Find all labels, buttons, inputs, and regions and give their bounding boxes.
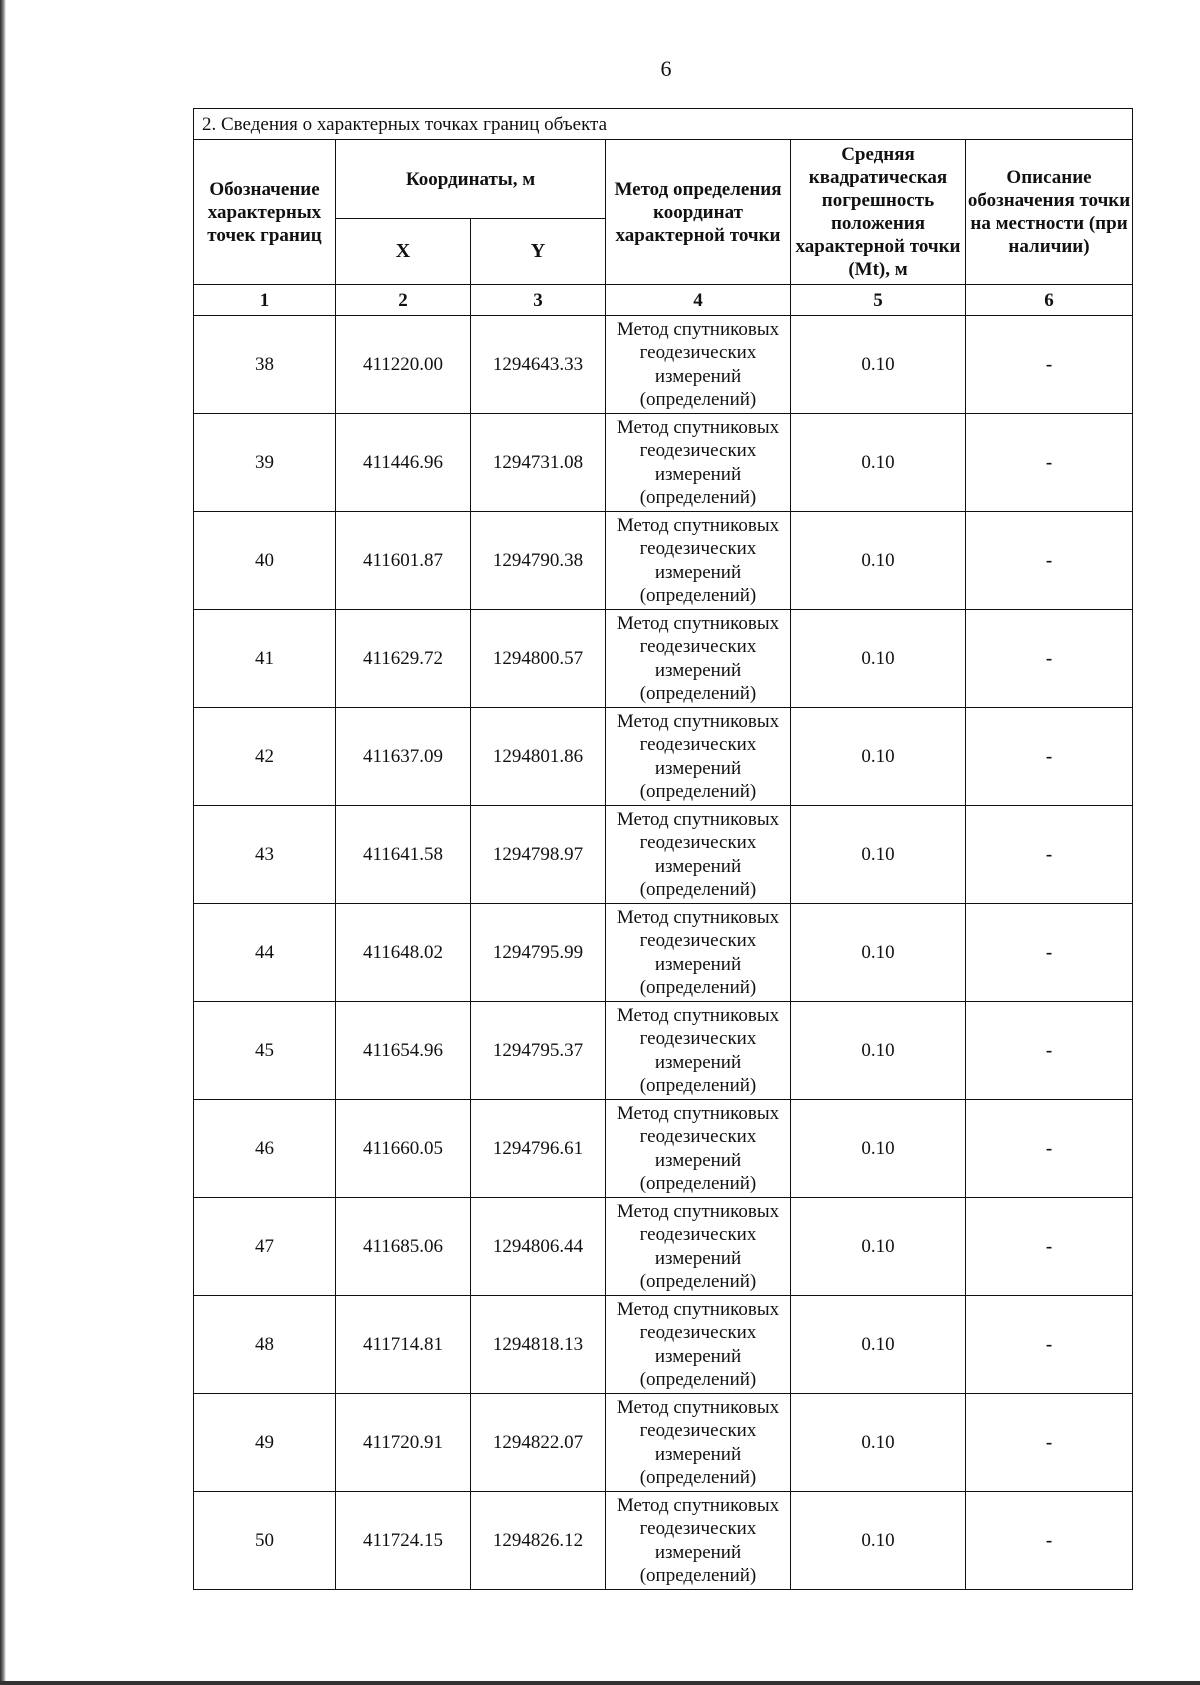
y-coordinate-cell: 1294796.61 [471,1100,606,1198]
point-cell: 40 [194,512,336,610]
x-coordinate-cell: 411714.81 [336,1296,471,1394]
method-cell: Метод спутниковых геодезических измерений (определений) [606,1002,791,1100]
point-cell: 44 [194,904,336,1002]
header-coords: Координаты, м [336,140,606,219]
method-cell: Метод спутниковых геодезических измерений (определений) [606,1394,791,1492]
x-coordinate-cell: 411637.09 [336,708,471,806]
table-row [194,610,1133,708]
boundary-points-table [193,108,1133,1590]
description-cell: - [966,904,1133,1002]
method-cell: Метод спутниковых геодезических измерений (определений) [606,610,791,708]
error-cell: 0.10 [791,1492,966,1590]
table-row [194,708,1133,806]
error-cell: 0.10 [791,708,966,806]
column-number: 3 [471,285,606,316]
x-coordinate-cell: 411685.06 [336,1198,471,1296]
table-row [194,1100,1133,1198]
table-row [194,1198,1133,1296]
table-row [194,806,1133,904]
error-cell: 0.10 [791,1394,966,1492]
table-row [194,1492,1133,1590]
point-cell: 46 [194,1100,336,1198]
header-point: Обозначение характерных точек границ [194,140,336,285]
y-coordinate-cell: 1294643.33 [471,316,606,414]
description-cell: - [966,512,1133,610]
point-cell: 42 [194,708,336,806]
method-cell: Метод спутниковых геодезических измерений (определений) [606,1100,791,1198]
column-number: 5 [791,285,966,316]
x-coordinate-cell: 411446.96 [336,414,471,512]
error-cell: 0.10 [791,610,966,708]
method-cell: Метод спутниковых геодезических измерений (определений) [606,414,791,512]
method-cell: Метод спутниковых геодезических измерений (определений) [606,1492,791,1590]
description-cell: - [966,1296,1133,1394]
header-y: Y [471,219,606,285]
y-coordinate-cell: 1294818.13 [471,1296,606,1394]
x-coordinate-cell: 411648.02 [336,904,471,1002]
section-title: 2. Сведения о характерных точках границ объекта [194,109,1133,140]
x-coordinate-cell: 411724.15 [336,1492,471,1590]
header-x: X [336,219,471,285]
point-cell: 50 [194,1492,336,1590]
method-cell: Метод спутниковых геодезических измерений (определений) [606,1198,791,1296]
table-row [194,1394,1133,1492]
y-coordinate-cell: 1294826.12 [471,1492,606,1590]
x-coordinate-cell: 411220.00 [336,316,471,414]
x-coordinate-cell: 411654.96 [336,1002,471,1100]
error-cell: 0.10 [791,414,966,512]
column-number: 4 [606,285,791,316]
scan-edge-left [0,0,6,1685]
column-number: 1 [194,285,336,316]
table-row [194,414,1133,512]
description-cell: - [966,708,1133,806]
point-cell: 39 [194,414,336,512]
column-number: 2 [336,285,471,316]
point-cell: 43 [194,806,336,904]
y-coordinate-cell: 1294801.86 [471,708,606,806]
description-cell: - [966,610,1133,708]
method-cell: Метод спутниковых геодезических измерений (определений) [606,316,791,414]
method-cell: Метод спутниковых геодезических измерений (определений) [606,806,791,904]
method-cell: Метод спутниковых геодезических измерений (определений) [606,1296,791,1394]
description-cell: - [966,1198,1133,1296]
page-number-container [0,56,1200,82]
table-row [194,1296,1133,1394]
y-coordinate-cell: 1294731.08 [471,414,606,512]
point-cell: 41 [194,610,336,708]
description-cell: - [966,1394,1133,1492]
x-coordinate-cell: 411629.72 [336,610,471,708]
error-cell: 0.10 [791,512,966,610]
table-row [194,316,1133,414]
error-cell: 0.10 [791,904,966,1002]
header-description: Описание обозначения точки на местности (при наличии) [966,140,1133,285]
error-cell: 0.10 [791,1198,966,1296]
x-coordinate-cell: 411641.58 [336,806,471,904]
point-cell: 49 [194,1394,336,1492]
header-row-1 [194,140,1133,219]
table-row [194,1002,1133,1100]
y-coordinate-cell: 1294795.37 [471,1002,606,1100]
column-number: 6 [966,285,1133,316]
error-cell: 0.10 [791,1002,966,1100]
section-title-row [194,109,1133,140]
point-cell: 48 [194,1296,336,1394]
header-error: Средняя квадратическая погрешность положения характерной точки (Mt), м [791,140,966,285]
y-coordinate-cell: 1294798.97 [471,806,606,904]
x-coordinate-cell: 411660.05 [336,1100,471,1198]
scan-edge-bottom [0,1681,1200,1685]
table-row [194,904,1133,1002]
description-cell: - [966,1492,1133,1590]
y-coordinate-cell: 1294800.57 [471,610,606,708]
x-coordinate-cell: 411720.91 [336,1394,471,1492]
description-cell: - [966,414,1133,512]
point-cell: 45 [194,1002,336,1100]
y-coordinate-cell: 1294806.44 [471,1198,606,1296]
error-cell: 0.10 [791,806,966,904]
method-cell: Метод спутниковых геодезических измерений (определений) [606,904,791,1002]
method-cell: Метод спутниковых геодезических измерений (определений) [606,708,791,806]
description-cell: - [966,806,1133,904]
description-cell: - [966,1002,1133,1100]
column-number-row [194,285,1133,316]
x-coordinate-cell: 411601.87 [336,512,471,610]
header-method: Метод определения координат характерной точки [606,140,791,285]
description-cell: - [966,316,1133,414]
error-cell: 0.10 [791,1100,966,1198]
y-coordinate-cell: 1294790.38 [471,512,606,610]
y-coordinate-cell: 1294795.99 [471,904,606,1002]
point-cell: 38 [194,316,336,414]
method-cell: Метод спутниковых геодезических измерений (определений) [606,512,791,610]
table-row [194,512,1133,610]
page-number: 6 [660,56,672,81]
y-coordinate-cell: 1294822.07 [471,1394,606,1492]
description-cell: - [966,1100,1133,1198]
point-cell: 47 [194,1198,336,1296]
error-cell: 0.10 [791,1296,966,1394]
error-cell: 0.10 [791,316,966,414]
